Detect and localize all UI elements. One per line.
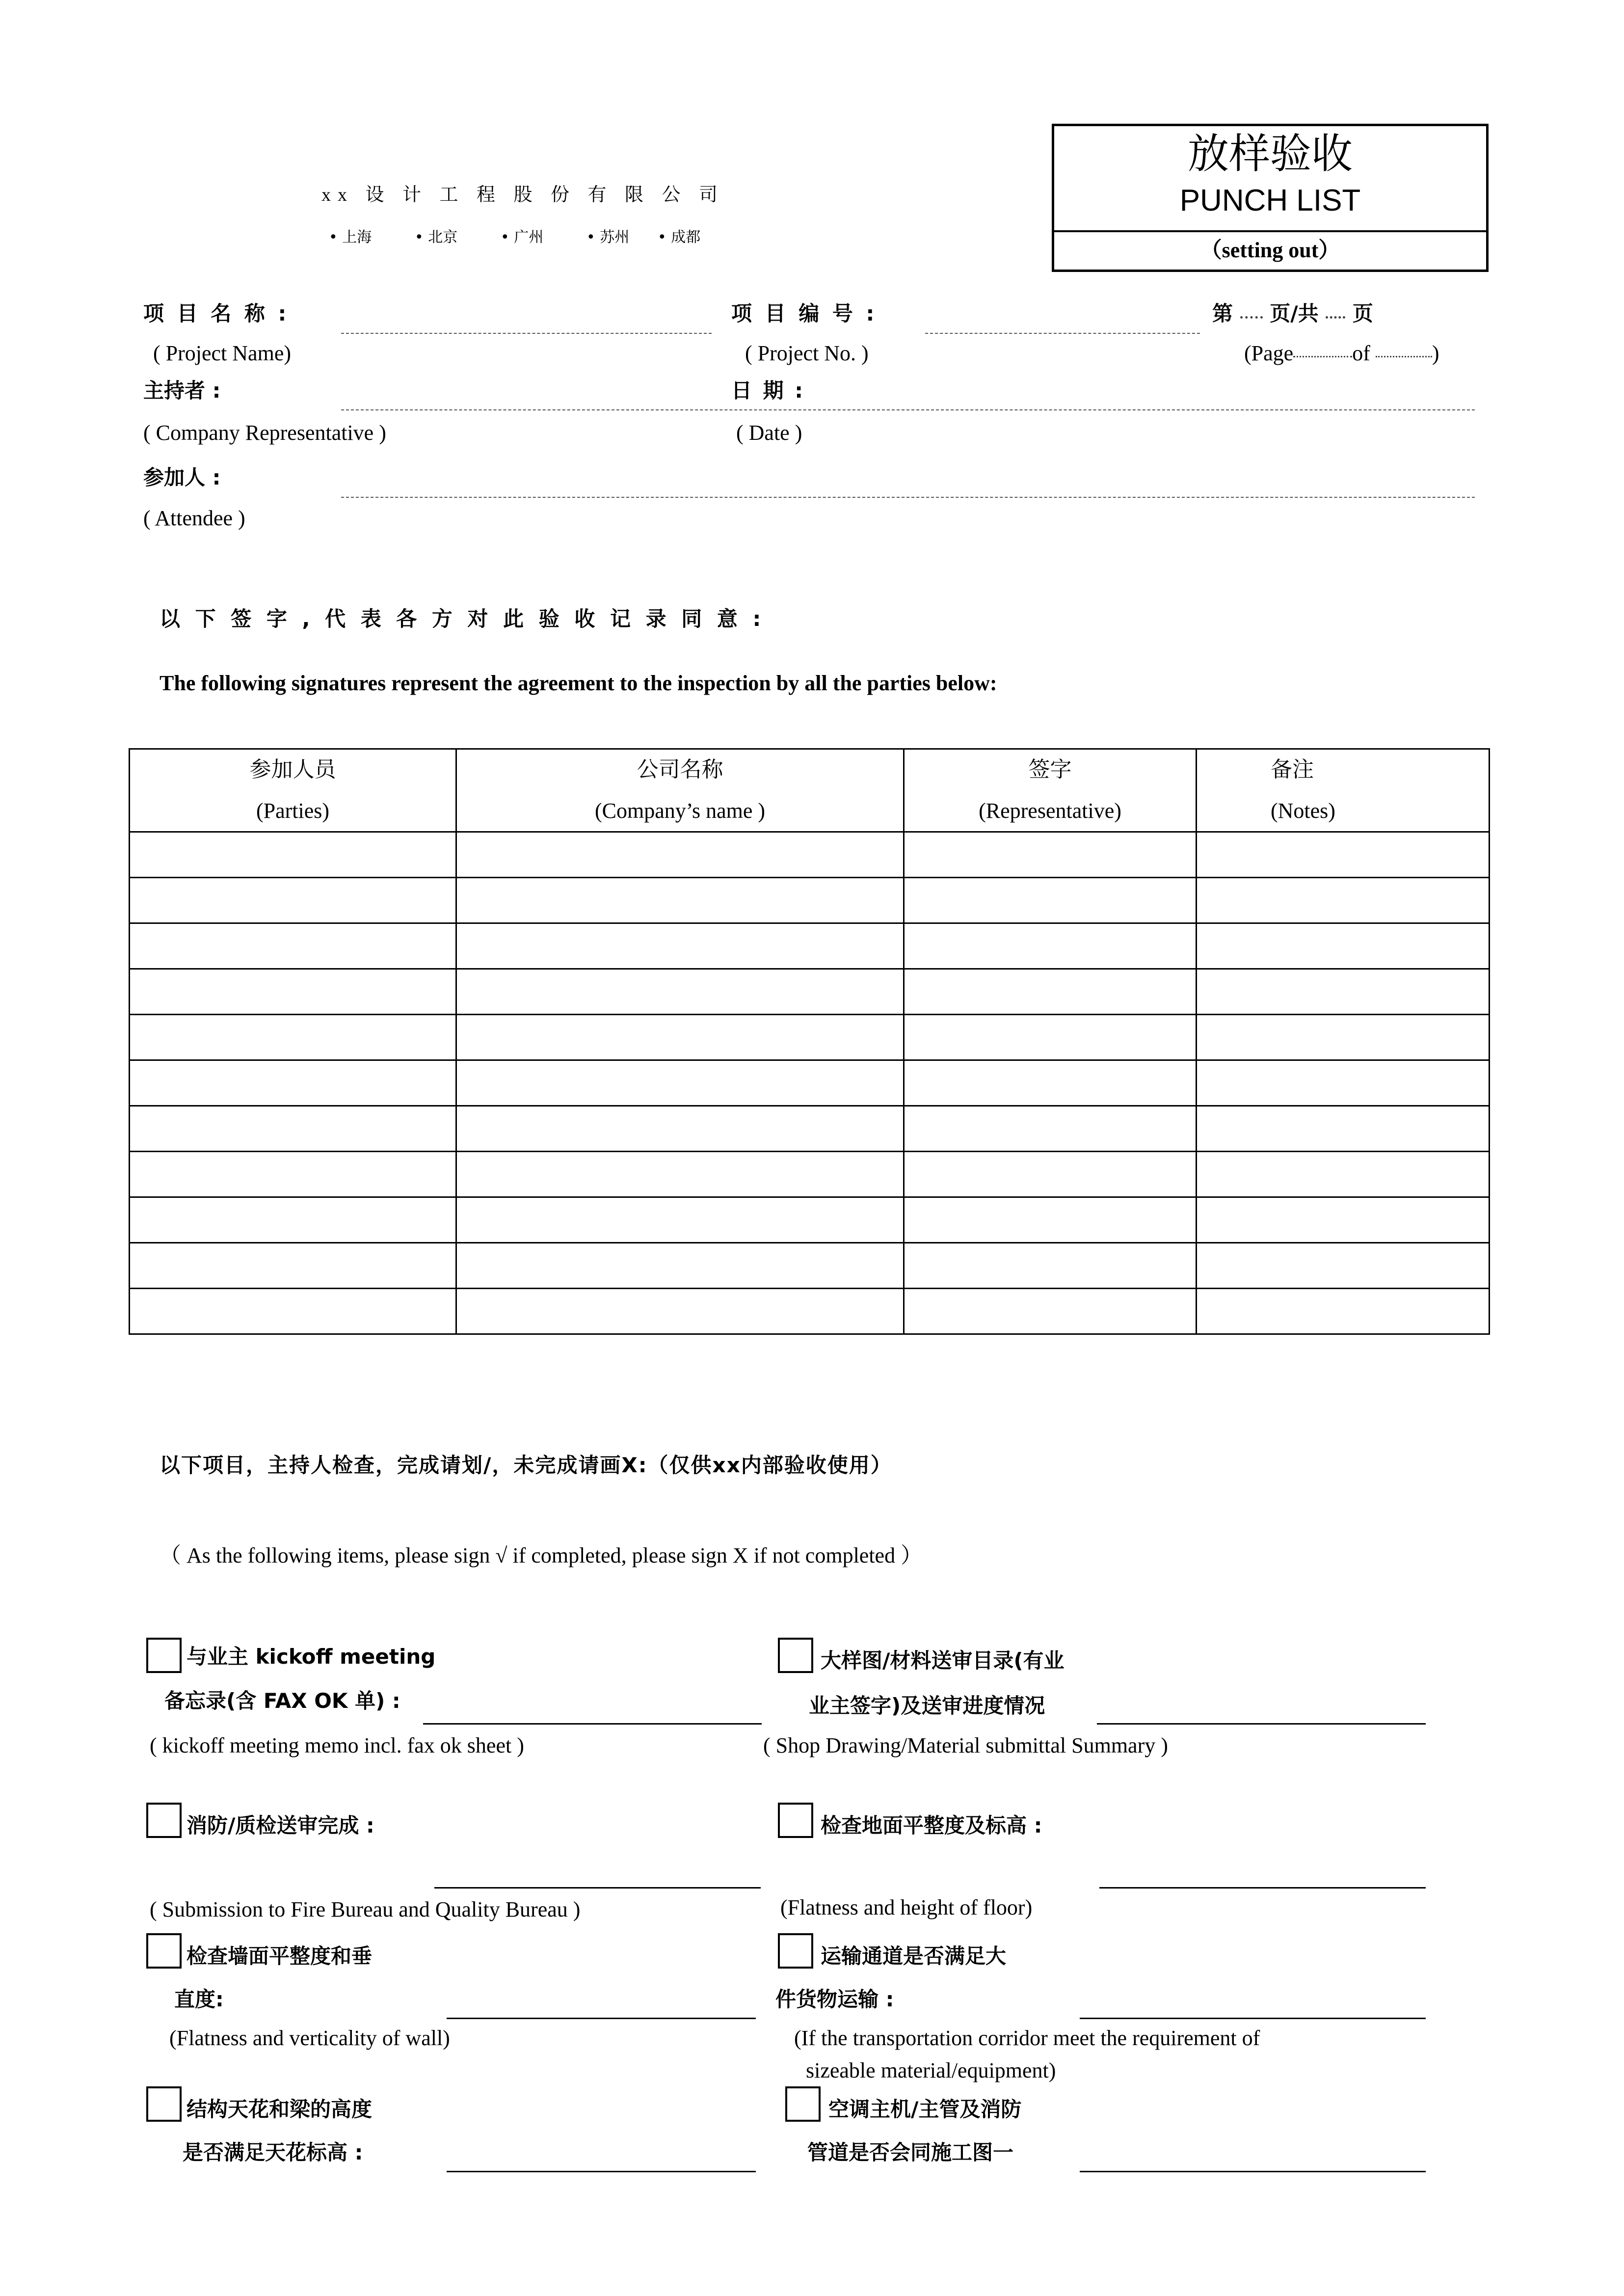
project-no-en: ( Project No. ) [745,341,869,365]
notes-cell[interactable] [1197,878,1490,923]
representative-cell[interactable] [904,1060,1197,1106]
kickoff-en: ( kickoff meeting memo incl. fax ok sheet ) [150,1733,524,1757]
company-cell[interactable] [456,832,904,878]
page-en-part2: of [1352,341,1370,365]
transport-corridor-label-line1: 运输通道是否满足大 [821,1944,1007,1968]
wall-flatness-checkbox[interactable] [146,1933,182,1969]
representative-cell[interactable] [904,1152,1197,1197]
company-cell[interactable] [456,1197,904,1243]
page-en [1244,341,1439,366]
fire-bureau-checkbox[interactable] [146,1803,182,1838]
page-en-part1: (Page [1244,341,1294,365]
floor-flatness-field[interactable] [1099,1887,1426,1889]
header-representative-en: (Representative) [979,799,1121,823]
wall-flatness-en: (Flatness and verticality of wall) [169,2026,450,2050]
representative-cell[interactable] [904,878,1197,923]
parties-cell[interactable] [130,878,456,923]
host-date-field[interactable] [341,409,1475,410]
representative-cell[interactable] [904,1243,1197,1289]
city-chengdu: • 成都 [658,229,701,246]
kickoff-label-line1: 与业主 kickoff meeting [186,1645,436,1669]
page-label [1212,297,1373,327]
notes-cell[interactable] [1197,969,1490,1015]
host-en: ( Company Representative ) [143,421,386,445]
representative-cell[interactable] [904,1197,1197,1243]
fire-bureau-label: 消防/质检送审完成 : [186,1813,374,1837]
project-name-field[interactable] [341,333,712,334]
city-beijing: • 北京 [415,229,458,246]
company-cell[interactable] [456,1106,904,1152]
parties-cell[interactable] [130,1015,456,1060]
page-en-part3: ) [1432,341,1439,365]
signature-row [130,878,1490,923]
header-company-cn: 公司名称 [637,757,723,782]
wall-flatness-field[interactable] [447,2018,756,2019]
signature-row [130,923,1490,969]
attendee-label: 参加人 : [143,465,221,489]
notes-cell[interactable] [1197,1289,1490,1334]
shop-drawing-checkbox[interactable] [778,1638,813,1673]
kickoff-checkbox[interactable] [146,1638,182,1673]
project-name-label: 项 目 名 称 : [143,301,290,325]
transport-corridor-field[interactable] [1080,2018,1426,2019]
company-cell[interactable] [456,1152,904,1197]
header-notes-cn: 备注 [1271,757,1314,782]
parties-cell[interactable] [130,1289,456,1334]
shop-drawing-en: ( Shop Drawing/Material submittal Summary ) [763,1733,1168,1757]
notes-cell[interactable] [1197,1152,1490,1197]
page-total-field[interactable] [1326,316,1345,319]
parties-cell[interactable] [130,1106,456,1152]
checklist-intro-en: （ As the following items, please sign √ if completed, please sign X if not completed ） [160,1543,923,1567]
parties-cell[interactable] [130,969,456,1015]
representative-cell[interactable] [904,1106,1197,1152]
fire-bureau-field[interactable] [434,1887,761,1889]
ceiling-height-label-line1: 结构天花和梁的高度 [186,2097,373,2121]
kickoff-label-line2: 备忘录(含 FAX OK 单) : [164,1689,400,1713]
title-divider [1054,230,1486,232]
hvac-pipe-field[interactable] [1080,2171,1426,2172]
company-cell[interactable] [456,1243,904,1289]
parties-cell[interactable] [130,1243,456,1289]
signature-row [130,1243,1490,1289]
signature-row [130,1152,1490,1197]
header-notes-en: (Notes) [1271,799,1335,823]
floor-flatness-en: (Flatness and height of floor) [780,1895,1033,1919]
shop-drawing-label-line1: 大样图/材料送审目录(有业 [821,1648,1065,1673]
notes-cell[interactable] [1197,1015,1490,1060]
wall-flatness-label-line1: 检查墙面平整度和垂 [186,1944,373,1968]
header-parties-cn: 参加人员 [249,757,336,782]
signature-row [130,1289,1490,1334]
header-company-en: (Company’s name ) [594,799,766,823]
header-notes [1197,749,1490,832]
parties-cell[interactable] [130,1197,456,1243]
floor-flatness-checkbox[interactable] [778,1803,813,1838]
notes-cell[interactable] [1197,923,1490,969]
company-cell[interactable] [456,1060,904,1106]
transport-corridor-en-line1: (If the transportation corridor meet the requirement of [794,2026,1260,2050]
signature-row [130,832,1490,878]
date-label: 日 期 : [731,378,805,403]
parties-cell[interactable] [130,923,456,969]
header-representative-cn: 签字 [1028,757,1072,782]
company-cell[interactable] [456,878,904,923]
representative-cell[interactable] [904,923,1197,969]
signature-row [130,1015,1490,1060]
project-no-label: 项 目 编 号 : [731,301,878,325]
checklist-intro-cn: 以下项目，主持人检查，完成请划/，未完成请画X:（仅供xx内部验收使用） [160,1453,892,1477]
title-cn: 放样验收 [1187,130,1353,178]
attendee-en: ( Attendee ) [143,506,245,530]
company-cell[interactable] [456,1015,904,1060]
signature-row [130,1060,1490,1106]
notes-cell[interactable] [1197,1243,1490,1289]
ceiling-height-checkbox[interactable] [146,2086,182,2122]
agreement-cn: 以 下 签 字 , 代 表 各 方 对 此 验 收 记 录 同 意 : [160,607,765,631]
city-guangzhou: • 广州 [501,229,544,246]
kickoff-field[interactable] [423,1723,762,1725]
page-label-part2: 页/共 [1270,301,1319,325]
city-shanghai: • 上海 [329,229,372,246]
ceiling-height-field[interactable] [447,2171,756,2172]
title-box [1052,124,1489,272]
representative-cell[interactable] [904,1289,1197,1334]
header-parties [130,749,456,832]
floor-flatness-label: 检查地面平整度及标高 : [821,1813,1042,1837]
hvac-pipe-checkbox[interactable] [785,2086,821,2122]
project-no-field[interactable] [925,333,1200,334]
notes-cell[interactable] [1197,1106,1490,1152]
fire-bureau-en: ( Submission to Fire Bureau and Quality Bureau ) [150,1897,581,1921]
title-en: PUNCH LIST [1179,184,1361,217]
company-cell[interactable] [456,1289,904,1334]
city-suzhou: • 苏州 [586,229,630,246]
page-en-total-field[interactable] [1376,356,1432,357]
notes-cell[interactable] [1197,1197,1490,1243]
signature-row [130,1106,1490,1152]
parties-cell[interactable] [130,1060,456,1106]
company-name: xx 设 计 工 程 股 份 有 限 公 司 [321,185,725,205]
signature-table-header [130,749,1490,832]
header-parties-en: (Parties) [256,799,330,823]
transport-corridor-en-line2: sizeable material/equipment) [806,2058,1056,2082]
ceiling-height-label-line2: 是否满足天花标高 : [183,2140,363,2164]
transport-corridor-checkbox[interactable] [778,1933,813,1969]
title-subtitle: （setting out） [1200,238,1340,262]
page-label-part1: 第 [1212,301,1233,325]
hvac-pipe-label-line1: 空调主机/主管及消防 [828,2097,1022,2121]
host-label: 主持者 : [143,378,221,403]
signature-table [129,748,1490,1335]
signature-row [130,969,1490,1015]
parties-cell[interactable] [130,832,456,878]
representative-cell[interactable] [904,1015,1197,1060]
company-cell[interactable] [456,923,904,969]
notes-cell[interactable] [1197,832,1490,878]
company-cell[interactable] [456,969,904,1015]
page-en-number-field[interactable] [1293,356,1352,357]
transport-corridor-label-line2: 件货物运输 : [775,1987,894,2011]
page-label-part3: 页 [1352,301,1373,325]
shop-drawing-field[interactable] [1097,1723,1426,1725]
shop-drawing-label-line2: 业主签字)及送审进度情况 [809,1694,1045,1718]
notes-cell[interactable] [1197,1060,1490,1106]
page-number-field[interactable] [1240,316,1263,319]
representative-cell[interactable] [904,832,1197,878]
attendee-field[interactable] [341,497,1475,498]
wall-flatness-label-line2: 直度: [174,1987,224,2011]
project-name-en: ( Project Name) [153,341,291,365]
hvac-pipe-label-line2: 管道是否会同施工图一 [807,2140,1014,2164]
agreement-en: The following signatures represent the agreement to the inspection by all the parties below: [160,671,997,695]
header-representative [904,749,1197,832]
signature-row [130,1197,1490,1243]
representative-cell[interactable] [904,969,1197,1015]
parties-cell[interactable] [130,1152,456,1197]
header-company [456,749,904,832]
date-en: ( Date ) [736,421,802,445]
